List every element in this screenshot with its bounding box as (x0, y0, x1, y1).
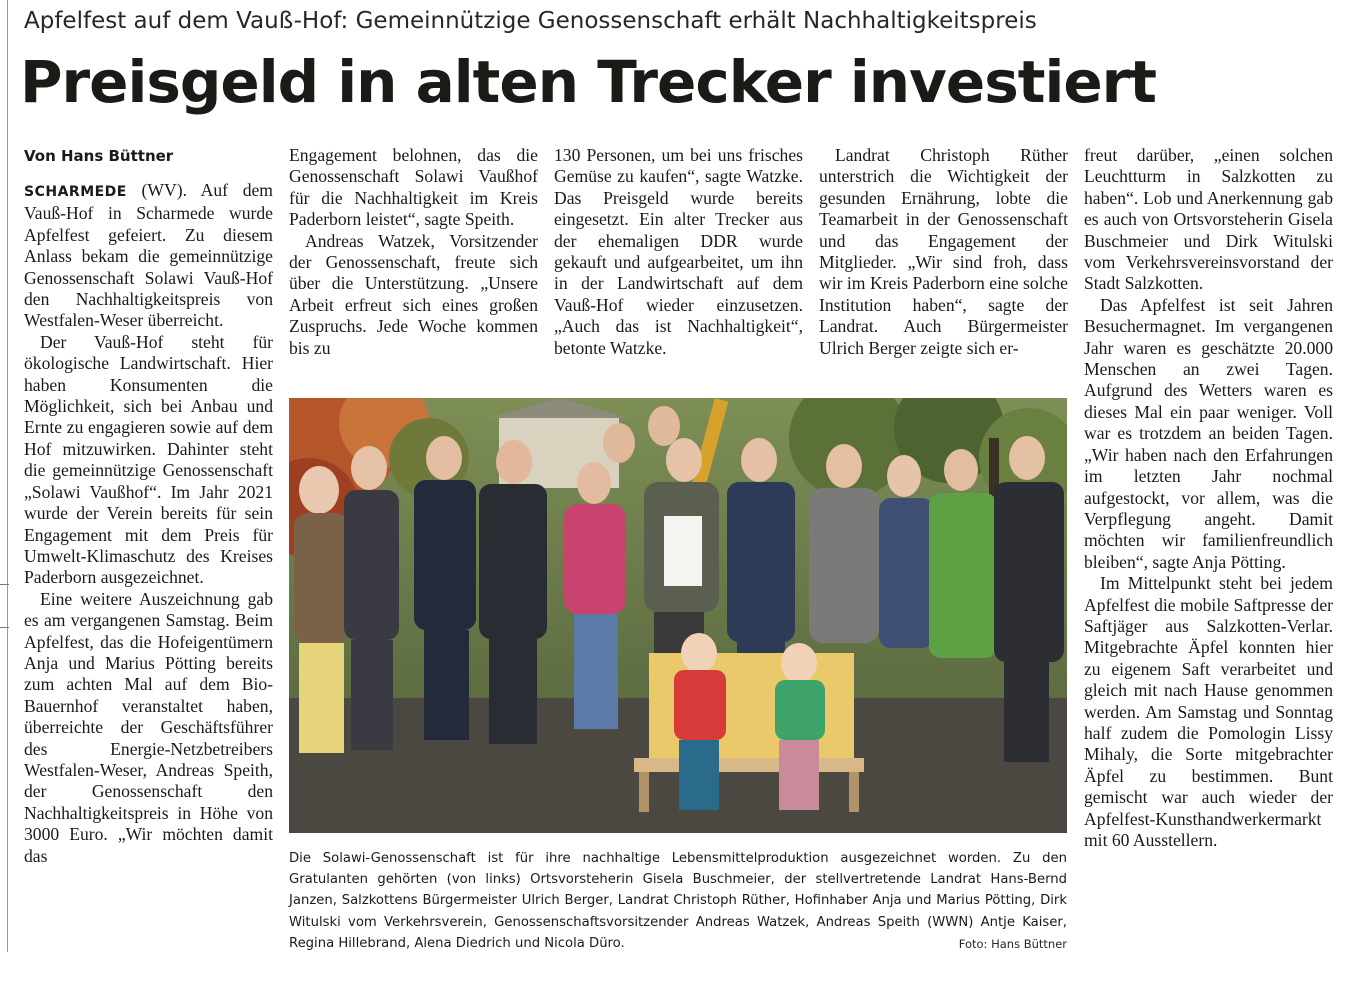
group-photo (289, 398, 1067, 833)
lead-text: (WV). Auf dem Vauß-Hof in Scharmede wurde Apfelfest gefeiert. Zu diesem Anlass bekam die gemeinnützige Genossenschaft Solawi Vauß-Hof den Nachhaltigkeitspreis von Westfalen-Weser überreicht. (24, 180, 273, 331)
text-column-4 (819, 145, 1068, 359)
photo-credit: Foto: Hans Büttner (958, 937, 1067, 951)
text-column-3 (554, 145, 803, 359)
paragraph: 130 Personen, um bei uns frisches Gemüse zu kaufen“, sagte Watzke. Das Preisgeld wurde bereits eingesetzt. Ein alter Trecker aus der ehemaligen DDR wurde gekauft und aufgearbeitet, um ihn in der Landwirtschaft auf dem Vauß-Hof wieder einzusetzen. „Auch das ist Nachhaltigkeit“, betonte Watzke. (554, 145, 803, 358)
paragraph: Eine weitere Auszeichnung gab es am vergangenen Samstag. Beim Apfelfest, das die Hofeigentümern Anja und Marius Pötting bereits zum achten Mal auf dem Bio-Bauernhof veranstaltet haben, überreichte der Geschäftsführer des Energie-Netzbetreibers Westfalen-Weser, Andreas Speith, der Genossenschaft den Nachhaltigkeitspreis in Höhe von 3000 Euro. „Wir möchten damit das (24, 588, 273, 866)
article-kicker: Apfelfest auf dem Vauß-Hof: Gemeinnützige Genossenschaft erhält Nachhaltigkeitspreis (24, 8, 1037, 34)
paragraph: Der Vauß-Hof steht für ökologische Landwirtschaft. Hier haben Konsumenten die Möglichkeit, sich bei Anbau und Ernte zu engagieren sowie auf dem Hof mitzuwirken. Dahinter steht die gemeinnützige Genossenschaft „Solawi Vaußhof“. Im Jahr 2021 wurde der Verein bereits für sein Engagement mit dem Preis für Umwelt-Klimaschutz des Kreises Paderborn ausgezeichnet. (24, 331, 273, 588)
dateline: SCHARMEDE (24, 184, 127, 200)
margin-mark (0, 584, 9, 628)
paragraph: freut darüber, „einen solchen Leuchtturm in Salzkotten zu haben“. Lob und Anerkennung gab es auch von Ortsvorsteherin Gisela Buschmeier und Dirk Witulski vom Verkehrsvereinsvorstand der Stadt Salzkotten. (1084, 145, 1333, 294)
text-column-2 (289, 145, 538, 359)
photo-caption: Die Solawi-Genossenschaft ist für ihre nachhaltige Lebensmittelproduktion ausgezeichnet worden. Zu den Gratulanten gehörten (von links) Ortsvorsteherin Gisela Buschmeier, der stellvertretende Landrat Hans-Bernd Janzen, Salzkottens Bürgermeister Ulrich Berger, Landrat Christoph Rüther, Hofinhaber Anja und Marius Pötting, Dirk Witulski vom Verkehrsverein, Genossenschaftsvorsitzender Andreas Watzek, Andreas Speith (WWN) Antje Kaiser, Regina Hillebrand, Alena Diedrich und Nicola Düro. (289, 851, 1067, 951)
paragraph: Engagement belohnen, das die Genossenschaft Solawi Vaußhof für die Nachhaltigkeit im Kreis Paderborn leistet“, sagte Speith. (289, 145, 538, 230)
text-column-1 (24, 145, 273, 867)
paragraph: Das Apfelfest ist seit Jahren Besuchermagnet. Im vergangenen Jahr waren es geschätzte 20.000 Menschen an zwei Tagen. Aufgrund des Wetters waren es dieses Mal ein paar weniger. Voll war es trotzdem an beiden Tagen. „Wir haben nach den Erfahrungen im letzten Jahr nochmal aufgestockt, vor allem, was die Verpflegung angeht. Damit möchten wir familienfreundlich bleiben“, sagte Anja Pötting. (1084, 294, 1333, 572)
text-column-5 (1084, 145, 1333, 851)
paragraph: Andreas Watzek, Vorsitzender der Genossenschaft, freute sich über die Unterstützung. „Unsere Arbeit erfreut sich eines großen Zuspruchs. Jede Woche kommen bis zu (289, 230, 538, 358)
margin-rule (7, 0, 8, 952)
paragraph: Landrat Christoph Rüther unterstrich die Wichtigkeit der gesunden Ernährung, lobte die Teamarbeit in der Genossenschaft und das Engagement der Mitglieder. „Wir sind froh, dass wir im Kreis Paderborn eine solche Institution haben“, sagte der Landrat. Auch Bürgermeister Ulrich Berger zeigte sich er- (819, 145, 1068, 358)
paragraph: Im Mittelpunkt steht bei jedem Apfelfest die mobile Saftpresse der Saftjäger aus Salzkotten-Verlar. Mitgebrachte Äpfel konnten hier zu eigenem Saft verarbeitet und gleich mit nach Hause genommen werden. Am Samstag und Sonntag half zudem die Pomologin Lissy Mihaly, die Sorte mitgebrachter Äpfel zu bestimmen. Bunt gemischt war auch wieder der Apfelfest-Kunsthandwerkermarkt mit 60 Ausstellern. (1084, 573, 1333, 850)
byline: Von Hans Büttner (24, 147, 174, 165)
article-headline: Preisgeld in alten Trecker investiert (20, 48, 1156, 116)
paragraph-lead (24, 180, 273, 332)
